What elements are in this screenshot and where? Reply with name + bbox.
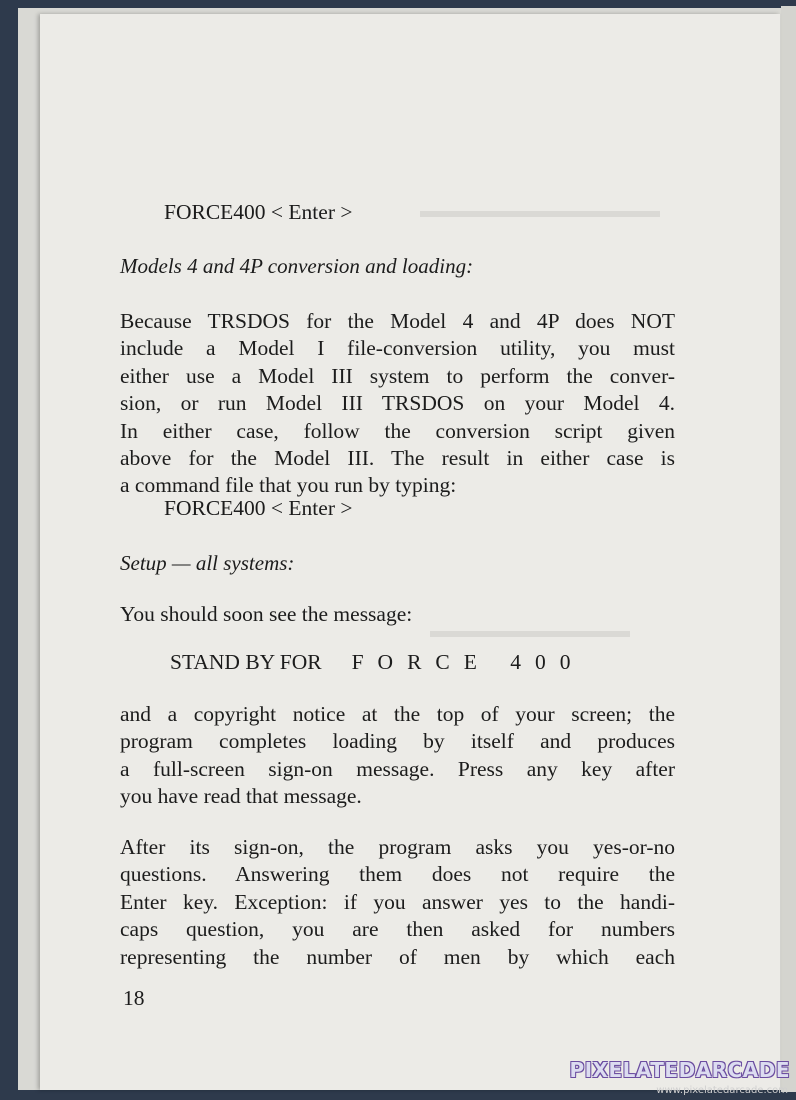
paragraph-signon — [120, 834, 675, 971]
heading-models-conversion: Models 4 and 4P conversion and loading: — [120, 254, 474, 278]
standby-force: FORCE 400 — [351, 650, 585, 674]
paragraph-copyright — [120, 701, 675, 811]
heading-setup: Setup — all systems: — [120, 551, 295, 575]
text-line: In either case, follow the conversion script given — [120, 418, 675, 443]
text-line: representing the number of men by which each — [120, 944, 675, 969]
command-force400-first: FORCE400 < Enter > — [164, 200, 353, 224]
watermark-brand: PIXELATEDARCADE — [569, 1058, 790, 1082]
text-line: caps question, you are then asked for numbers — [120, 917, 675, 942]
standby-message — [170, 650, 585, 675]
text-line: a full-screen sign-on message. Press any key after — [120, 756, 675, 781]
text-line: either use a Model III system to perform the conver- — [120, 363, 675, 388]
command-force400-second: FORCE400 < Enter > — [164, 496, 353, 520]
text-line: questions. Answering them does not require the — [120, 862, 675, 887]
bleed-through-shadow: ▬▬▬▬▬▬▬▬▬▬▬▬ — [420, 200, 660, 222]
text-line: Enter key. Exception: if you answer yes to the handi- — [120, 889, 675, 914]
text-line: After its sign-on, the program asks you yes-or-no — [120, 835, 675, 859]
facing-page-edge — [781, 6, 796, 1092]
text-line: a command file that you run by typing: — [120, 473, 457, 498]
text-line: and a copyright notice at the top of your screen; the — [120, 702, 675, 726]
bleed-through-shadow: ▬▬▬▬▬▬▬▬▬▬ — [430, 620, 630, 642]
paragraph-models-conversion — [120, 308, 675, 500]
text-line: you have read that message. — [120, 784, 362, 809]
text-line: include a Model I file-conversion utility, you must — [120, 336, 675, 361]
text-line: above for the Model III. The result in either case is — [120, 446, 675, 471]
text-line: program completes loading by itself and produces — [120, 729, 675, 754]
text-line: Because TRSDOS for the Model 4 and 4P does NOT — [120, 309, 675, 333]
text-line: sion, or run Model III TRSDOS on your Model 4. — [120, 391, 675, 416]
standby-prefix: STAND BY FOR — [170, 650, 322, 674]
watermark-url: www.pixelatedarcade.com — [656, 1085, 788, 1096]
text-line: You should soon see the message: — [120, 602, 413, 626]
page-number: 18 — [123, 986, 145, 1010]
paragraph-message-intro — [120, 601, 675, 628]
